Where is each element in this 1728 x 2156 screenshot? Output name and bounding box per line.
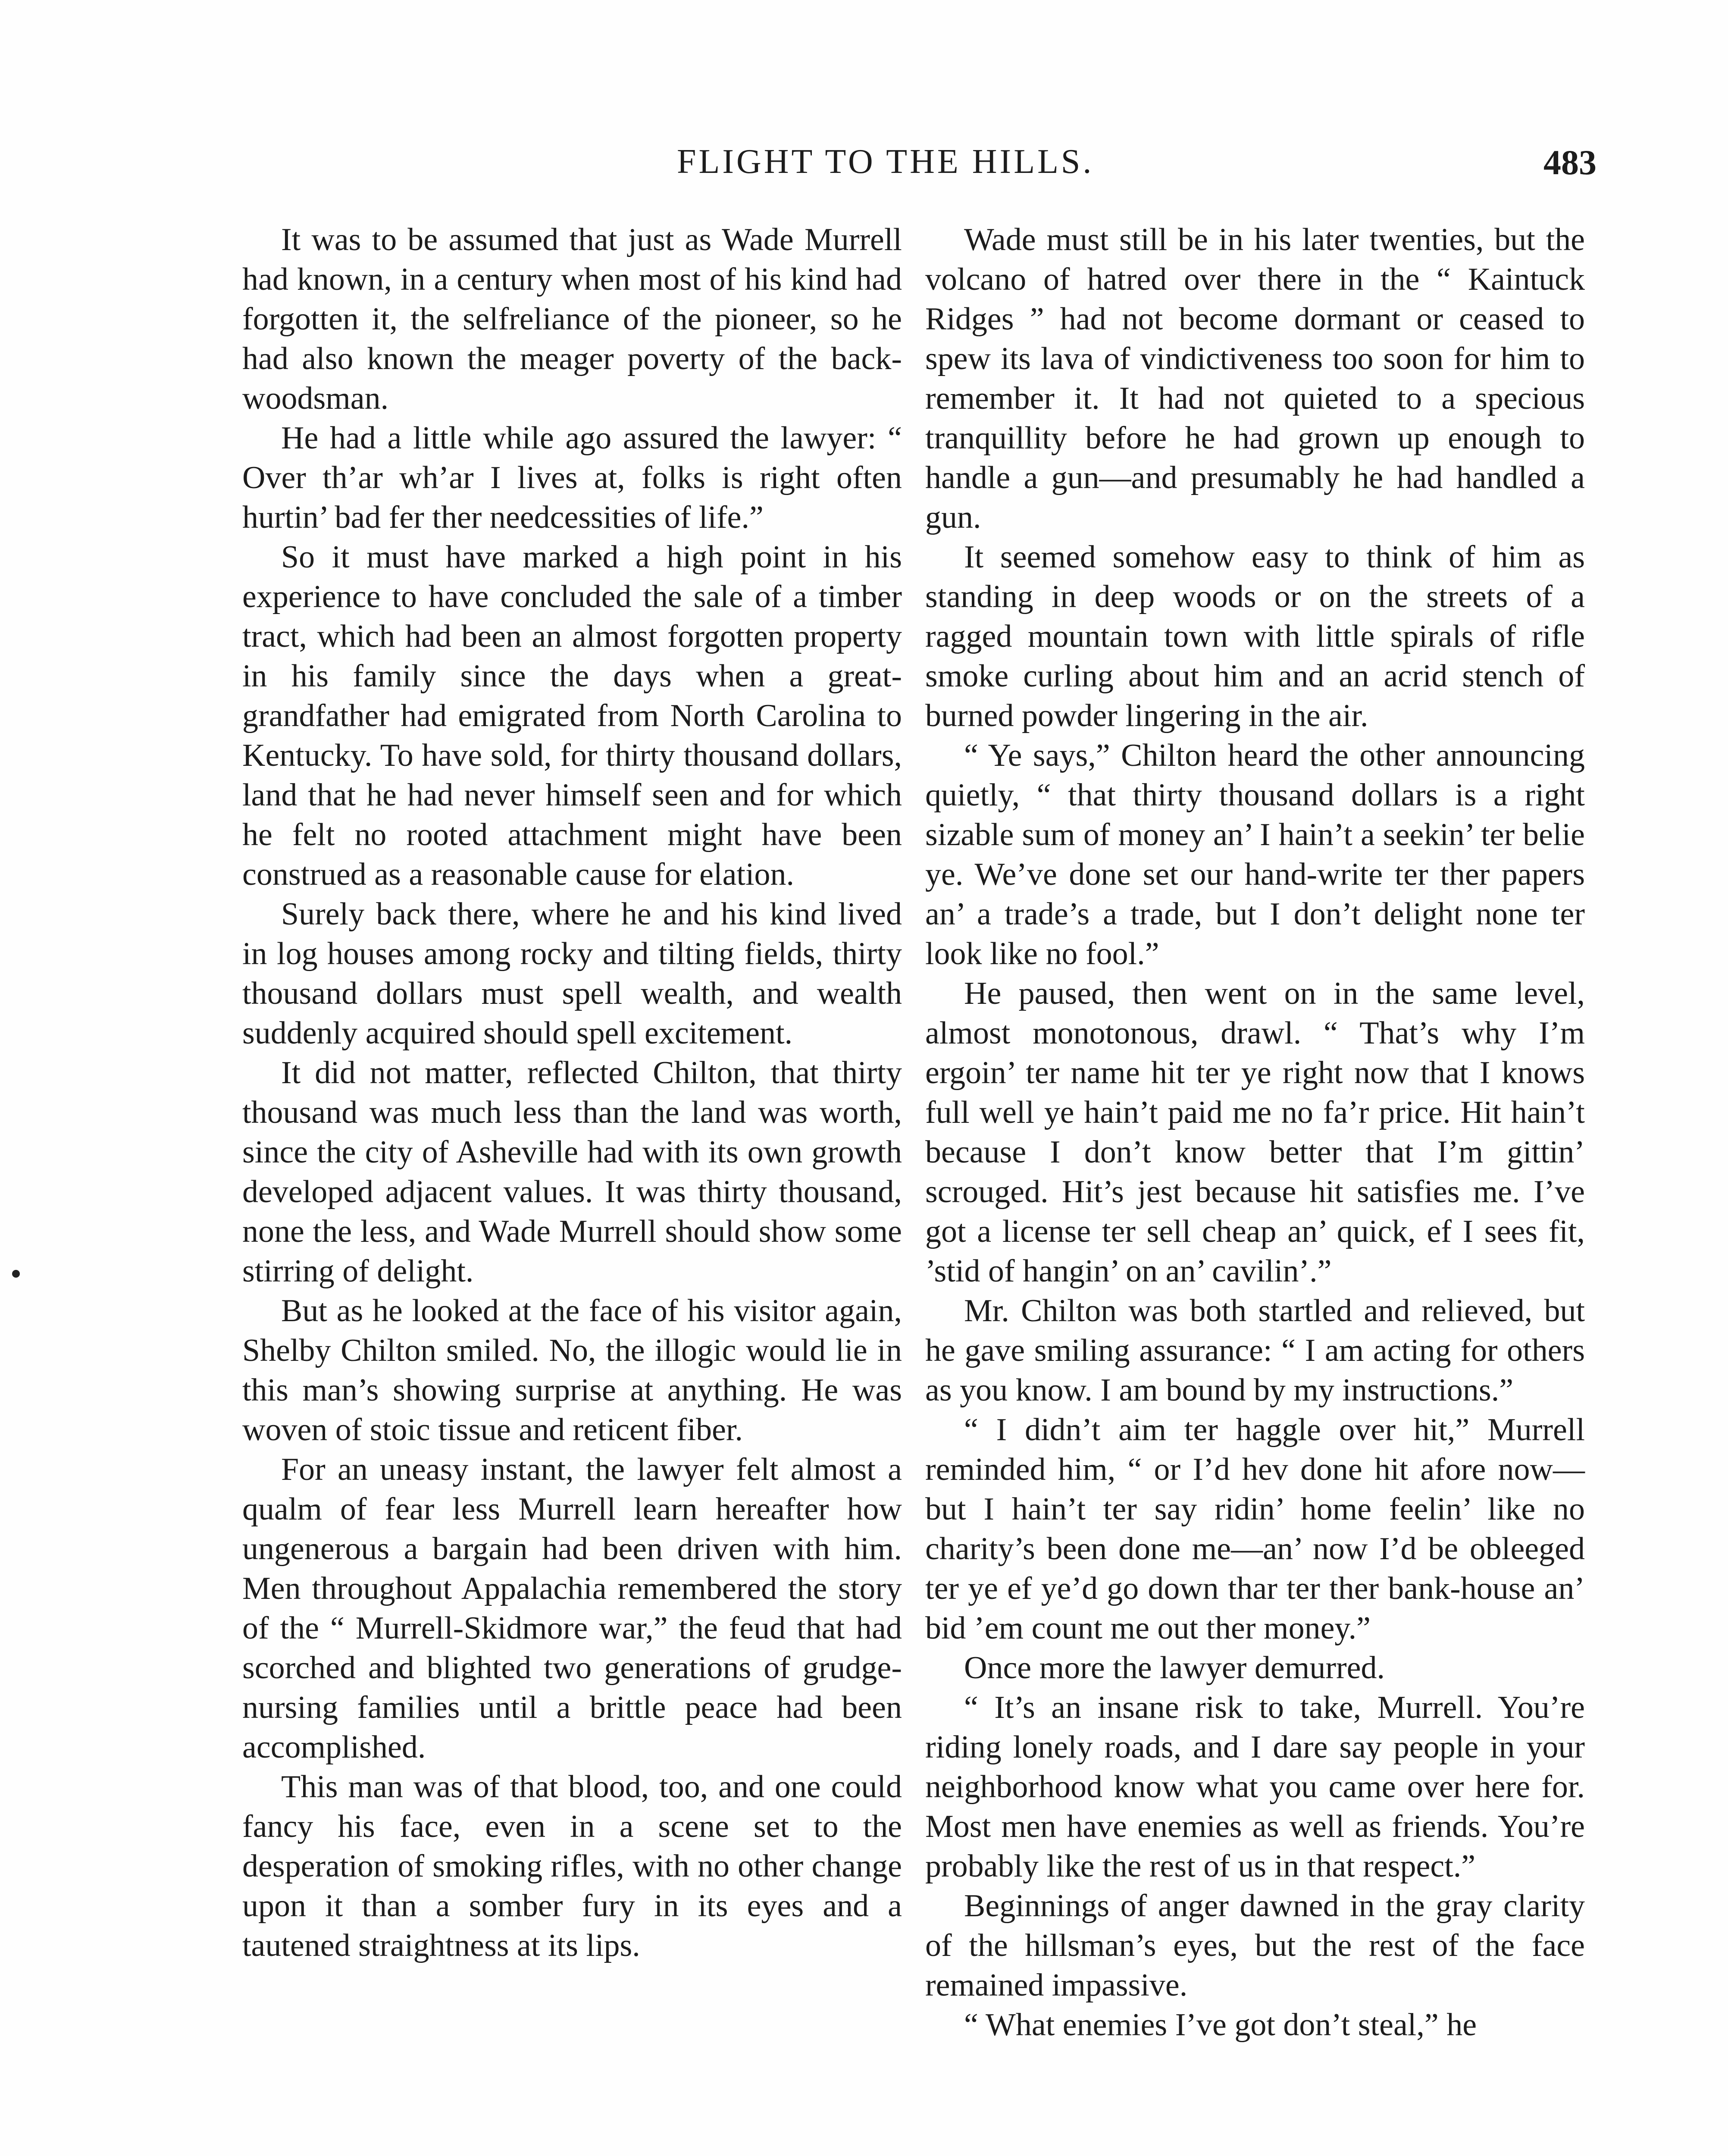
paragraph: “ I didn’t aim ter haggle over hit,” Murrell reminded him, “ or I’d hev done hit afore now—but I hain’t ter say ridin’ home feelin’ like no charity’s been done me—an’ now I’d be obleeged ter ye ef ye’d go down thar ter ther bank-house an’ bid ’em count me out ther money.”: [925, 1412, 1585, 1646]
paragraph: He had a little while ago assured the lawyer: “ Over th’ar wh’ar I lives at, folks is right often hurtin’ bad fer ther needcessities of life.”: [242, 420, 902, 535]
paragraph: Once more the lawyer demurred.: [964, 1650, 1385, 1686]
paragraph: “ What enemies I’ve got don’t steal,” he: [964, 2007, 1477, 2043]
left-column: [242, 220, 902, 1965]
running-head: [0, 142, 1728, 194]
paragraph: “ Ye says,” Chilton heard the other announcing quietly, “ that thirty thousand dollars is a right sizable sum of money an’ I hain’t a seekin’ ter belie ye. We’ve done set our hand-write ter ther papers an’ a trade’s a trade, but I don’t delight none ter look like no fool.”: [925, 738, 1585, 971]
paragraph: So it must have marked a high point in his experience to have concluded the sale of a timber tract, which had been an almost forgotten property in his family since the days when a great-grandfather had emigrated from North Carolina to Kentucky. To have sold, for thirty thousand dollars, land that he had never himself seen and for which he felt no rooted attachment might have been construed as a reasonable cause for elation.: [242, 539, 902, 892]
running-title: FLIGHT TO THE HILLS.: [677, 143, 1094, 181]
paragraph: Beginnings of anger dawned in the gray clarity of the hillsman’s eyes, but the rest of the face remained impassive.: [925, 1888, 1585, 2003]
page-number: 483: [1543, 143, 1597, 182]
paragraph: But as he looked at the face of his visitor again, Shelby Chilton smiled. No, the illogic would lie in this man’s showing surprise at anything. He was woven of stoic tissue and reticent fiber.: [242, 1293, 902, 1448]
paragraph: He paused, then went on in the same level, almost monotonous, drawl. “ That’s why I’m ergoin’ ter name hit ter ye right now that I knows full well ye hain’t paid me no fa’r price. Hit hain’t because I don’t know better that I’m gittin’ scrouged. Hit’s jest because hit satisfies me. I’ve got a license ter sell cheap an’ quick, ef I sees fit, ’stid of hangin’ on an’ cavilin’.”: [925, 976, 1585, 1289]
paragraph: Mr. Chilton was both startled and relieved, but he gave smiling assurance: “ I am acting for others as you know. I am bound by my instructions.”: [925, 1293, 1585, 1408]
paragraph: For an uneasy instant, the lawyer felt almost a qualm of fear less Murrell learn hereafter how ungenerous a bargain had been driven with him. Men throughout Appalachia remembered the story of the “ Murrell-Skidmore war,” the feud that had scorched and blighted two generations of grudge-nursing families until a brittle peace had been accomplished.: [242, 1452, 902, 1765]
paragraph: It was to be assumed that just as Wade Murrell had known, in a century when most of his kind had forgotten it, the selfreliance of the pioneer, so he had also known the meager poverty of the backwoodsman.: [242, 222, 902, 416]
right-column: [925, 220, 1585, 2045]
paragraph: This man was of that blood, too, and one could fancy his face, even in a scene set to the desperation of smoking rifles, with no other change upon it than a somber fury in its eyes and a tautened straightness at its lips.: [242, 1769, 902, 1963]
paragraph: Surely back there, where he and his kind lived in log houses among rocky and tilting fields, thirty thousand dollars must spell wealth, and wealth suddenly acquired should spell excitement.: [242, 896, 902, 1051]
paragraph: Wade must still be in his later twenties, but the volcano of hatred over there in the “ Kaintuck Ridges ” had not become dormant or ceased to spew its lava of vindictiveness too soon for him to remember it. It had not quieted to a specious tranquillity before he had grown up enough to handle a gun—and presumably he had handled a gun.: [925, 222, 1585, 535]
paragraph: It did not matter, reflected Chilton, that thirty thousand was much less than the land was worth, since the city of Asheville had with its own growth developed adjacent values. It was thirty thousand, none the less, and Wade Murrell should show some stirring of delight.: [242, 1055, 902, 1289]
margin-mark: [12, 1270, 20, 1278]
paragraph: It seemed somehow easy to think of him as standing in deep woods or on the streets of a ragged mountain town with little spirals of rifle smoke curling about him and an acrid stench of burned powder lingering in the air.: [925, 539, 1585, 733]
paragraph: “ It’s an insane risk to take, Murrell. You’re riding lonely roads, and I dare say people in your neighborhood know what you came over here for. Most men have enemies as well as friends. You’re probably like the rest of us in that respect.”: [925, 1690, 1585, 1884]
